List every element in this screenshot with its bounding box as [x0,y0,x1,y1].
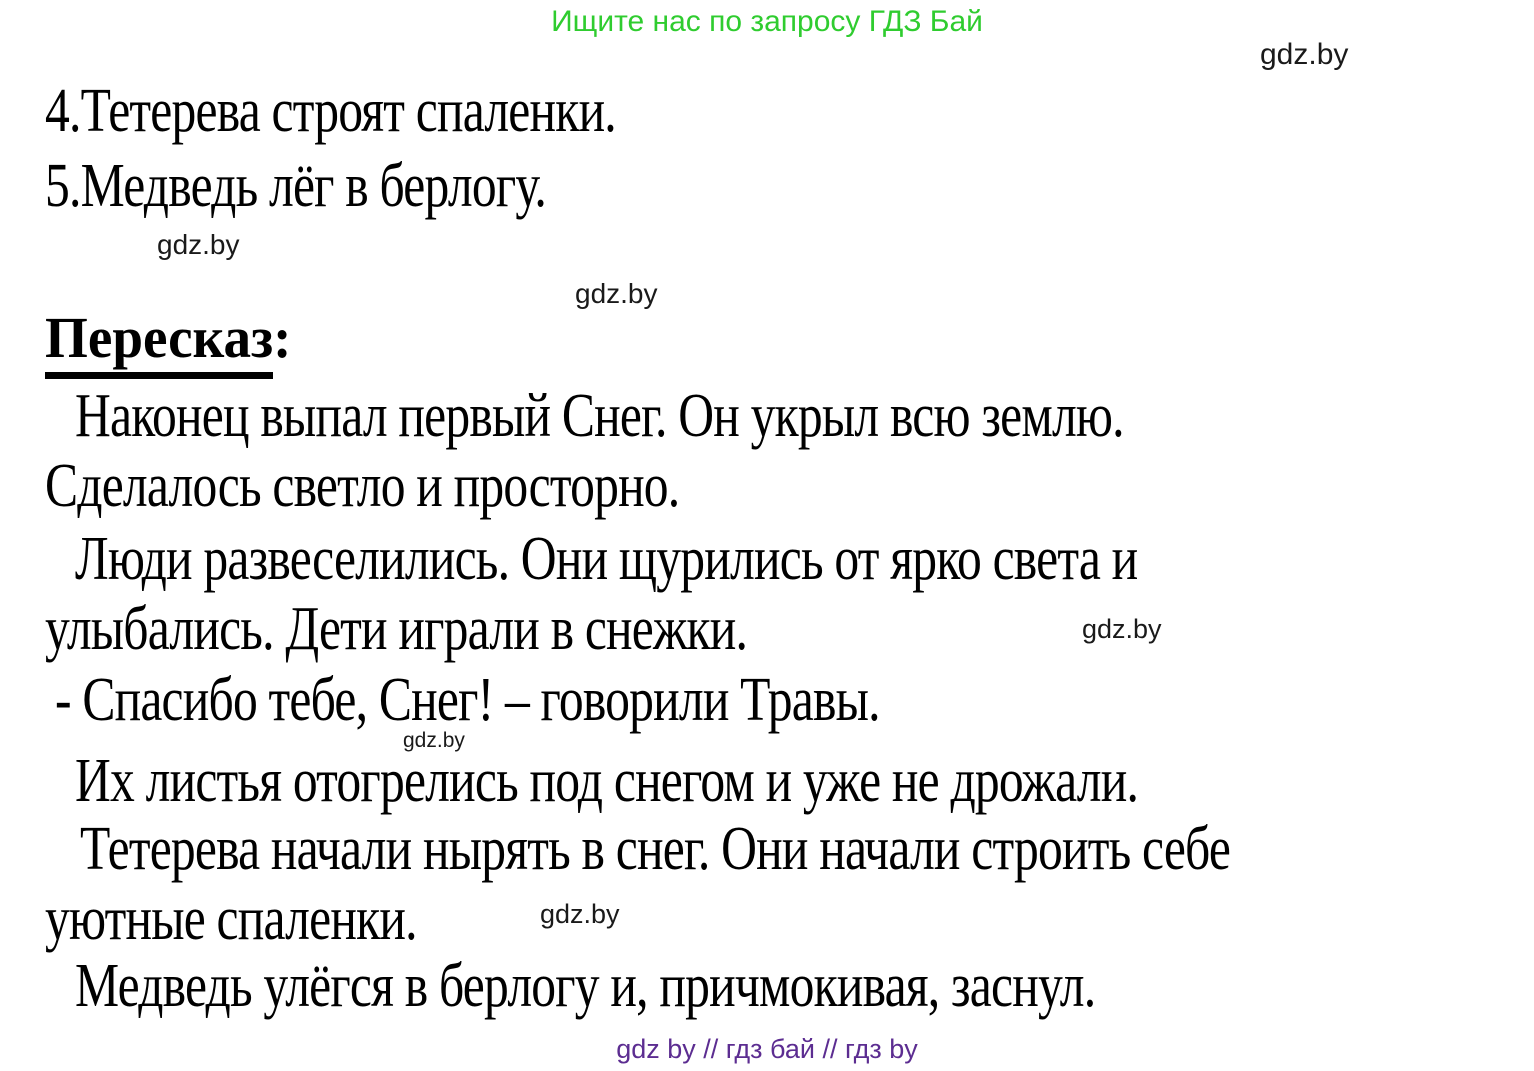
retelling-heading-colon: : [273,305,292,370]
retelling-heading-text: Пересказ [45,305,273,379]
retelling-line: Наконец выпал первый Снег. Он укрыл всю землю. [75,382,1124,450]
promo-banner: Ищите нас по запросу ГДЗ Бай [551,5,983,38]
retelling-line: уютные спаленки. [45,885,417,953]
footer-site-links: gdz by // гдз бай // гдз by [616,1034,918,1064]
retelling-line: Медведь улёгся в берлогу и, причмокивая, заснул. [75,952,1096,1020]
site-watermark: gdz.by [157,229,240,260]
retelling-line: Их листья отогрелись под снегом и уже не дрожали. [75,747,1139,815]
retelling-line: - Спасибо тебе, Снег! – говорили Травы. [55,666,880,734]
retelling-heading [45,305,292,370]
answer-item-5: 5.Медведь лёг в берлогу. [45,152,546,220]
retelling-line: Сделалось светло и просторно. [45,452,680,520]
retelling-line: Тетерева начали нырять в снег. Они начали строить себе [80,815,1231,883]
site-watermark-top-right: gdz.by [1260,38,1349,71]
retelling-line: Люди развеселились. Они щурились от ярко света и [75,525,1138,593]
retelling-line: улыбались. Дети играли в снежки. [45,595,748,663]
site-watermark: gdz.by [403,729,465,752]
answer-item-4: 4.Тетерева строят спаленки. [45,77,616,145]
site-watermark: gdz.by [575,278,658,309]
site-watermark: gdz.by [540,899,620,929]
site-watermark: gdz.by [1082,614,1162,644]
